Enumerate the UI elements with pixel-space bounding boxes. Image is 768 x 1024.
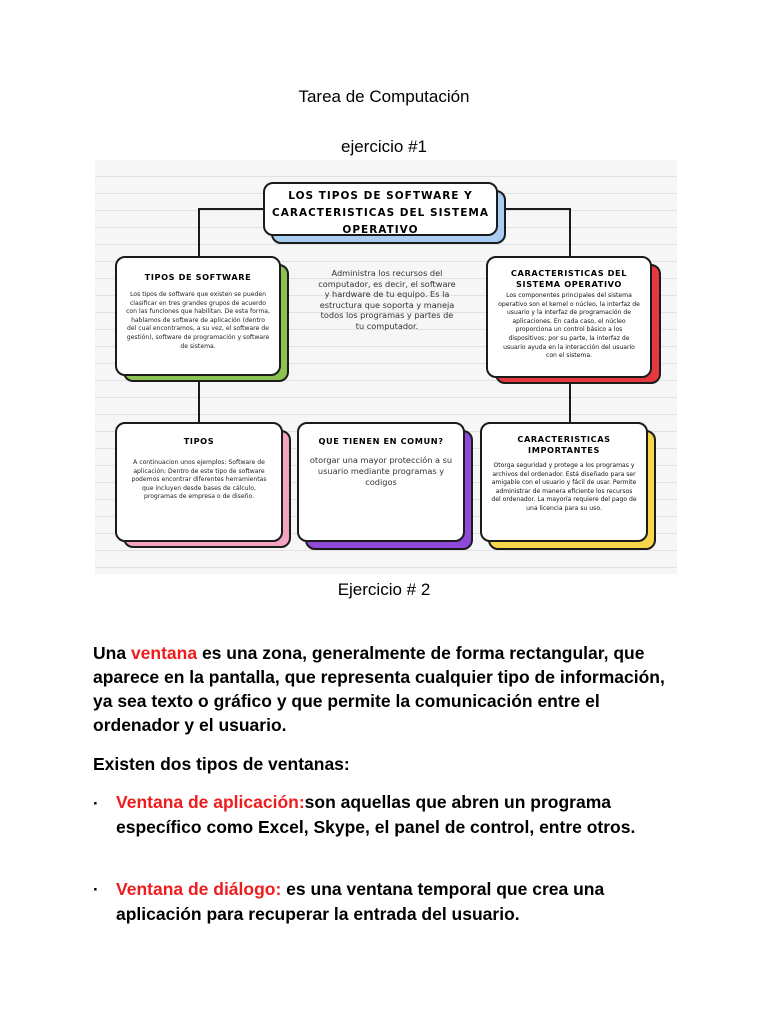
bullet-item	[116, 877, 676, 926]
central-topic-card	[263, 182, 498, 236]
que-tienen-text: otorgar una mayor protección a su usuario mediante programas y codigos	[309, 455, 453, 487]
bullet-item	[116, 790, 676, 839]
bullet-term: Ventana de diálogo:	[116, 879, 282, 899]
highlight-term: ventana	[130, 643, 198, 663]
bullet-text: son aquellas que abren un programa específico como Excel, Skype, el panel de control, entre otros.	[116, 792, 636, 837]
tipos-title: TIPOS	[183, 436, 215, 446]
connector-line	[198, 380, 200, 424]
caracteristicas-imp-card	[480, 422, 648, 542]
document-title: Tarea de Computación	[298, 87, 470, 106]
bullet-text: es una ventana temporal que crea una aplicación para recuperar la entrada del usuario.	[116, 879, 605, 924]
connector-line	[498, 208, 570, 210]
tipos-software-text: Los tipos de software que existen se pueden clasificar en tres grandes grupos de acuerdo con las funciones que habilitan. De esta forma, hablamos de software de aplicación (dentro del cual encontramos, a su vez, el software de gestión), software de programación y software de sistema.	[126, 291, 270, 350]
caracteristicas-so-card	[486, 256, 652, 378]
tipos-text: A continuacion unos ejemplos: Software de aplicación: Dentro de este tipo de software podemos encontrar diferentes herramientas que incluyen desde bases de cálculo, programas de empresa o de diseño.	[131, 459, 267, 501]
bullet-term: Ventana de aplicación:	[116, 792, 305, 812]
caracteristicas-imp-text: Otorga seguridad y protege a los programas y archivos del ordenador. Está diseñado para ser amigable con el usuario y fácil de usar. Permite administrar de manera eficiente los recursos del ordenador. La mayoría requiere del pago de una licencia para su uso.	[491, 462, 637, 512]
connector-line	[569, 208, 571, 258]
tipos-software-card	[115, 256, 281, 376]
connector-line	[569, 380, 571, 424]
caracteristicas-imp-title: CARACTERISTICAS IMPORTANTES	[517, 434, 611, 455]
exercise1-heading: ejercicio #1	[341, 137, 427, 156]
que-tienen-card	[297, 422, 465, 542]
bullet-marker: ·	[93, 880, 99, 899]
que-tienen-title: QUE TIENEN EN COMUN?	[318, 436, 444, 446]
tipos-software-title: TIPOS DE SOFTWARE	[144, 272, 252, 282]
central-topic-title: LOS TIPOS DE SOFTWARE Y CARACTERISTICAS DEL SISTEMA OPERATIVO	[272, 190, 489, 236]
window-types-intro: Existen dos tipos de ventanas:	[93, 754, 350, 774]
paragraph-text: es una zona, generalmente de forma rectangular, que aparece en la pantalla, que representa cualquier tipo de información, ya sea texto o gráfico y que permite la comunicación entre el ordenador y el usuario.	[93, 643, 665, 735]
bullet-marker: ·	[93, 794, 99, 813]
connector-line	[198, 208, 200, 258]
caracteristicas-so-title: CARACTERISTICAS DEL SISTEMA OPERATIVO	[510, 268, 628, 289]
connector-line	[198, 208, 270, 210]
paragraph-text: Una	[93, 643, 131, 663]
exercise2-heading: Ejercicio # 2	[337, 580, 431, 599]
tipos-card	[115, 422, 283, 542]
definition-paragraph	[93, 641, 683, 737]
mind-map-center-text: Administra los recursos del computador, es decir, el software y hardware de tu equipo. Es la estructura que soporta y maneja todos los programas y partes de tu computador.	[318, 268, 456, 331]
mind-map-figure	[95, 160, 677, 574]
caracteristicas-so-text: Los componentes principales del sistema operativo son el kernel o núcleo, la interfaz de usuario y la interfaz de programación de aplicaciones. En cada caso, el núcleo proporciona un control básico a los dispositivos; por su parte, la interfaz de usuario ayuda en la interacción del usuario con el sistema.	[498, 292, 640, 360]
